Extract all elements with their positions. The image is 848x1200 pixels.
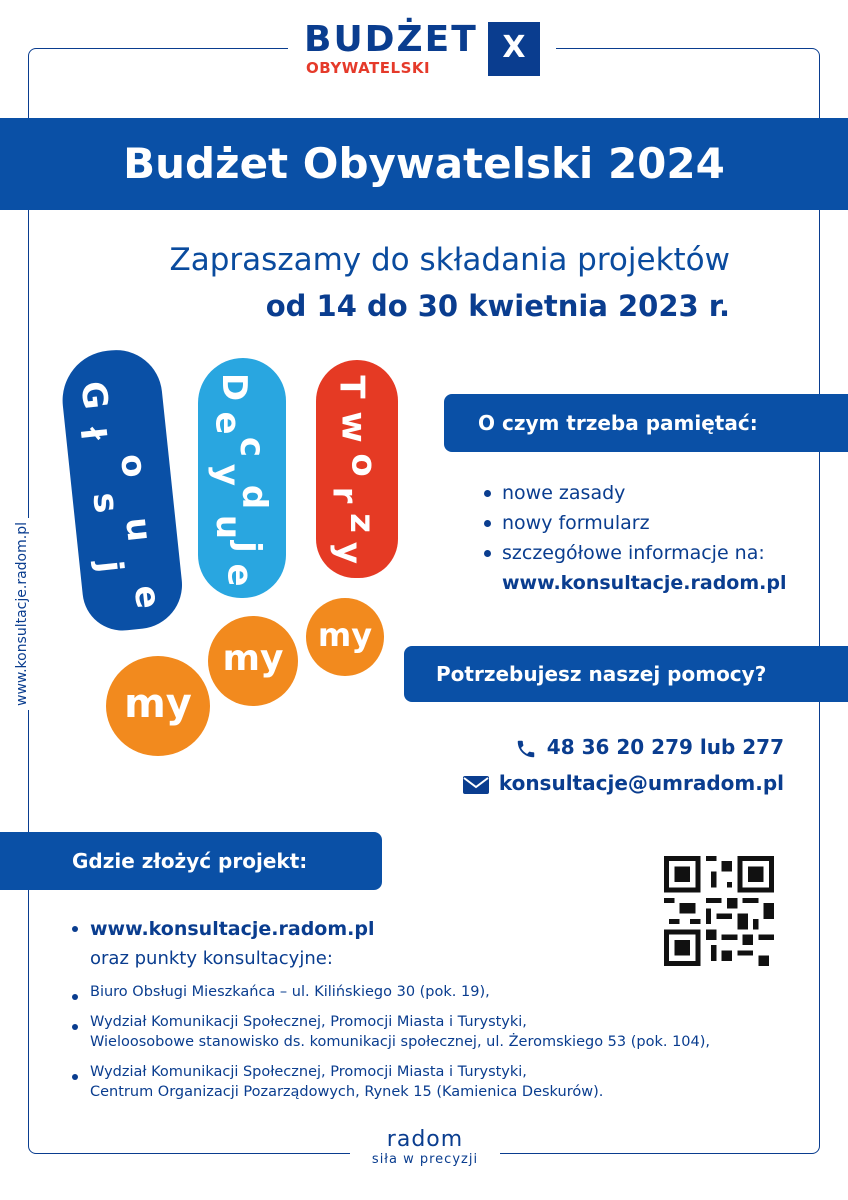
list-item: nowy formularz — [484, 508, 786, 538]
foot-letter: r — [324, 486, 365, 504]
phone-number[interactable]: 48 36 20 279 lub 277 — [546, 735, 784, 759]
foot-letter: e — [125, 583, 168, 611]
where-section — [72, 914, 374, 974]
foot-letter: o — [112, 451, 155, 480]
foot-letter: c — [232, 436, 273, 458]
logo-mark: X — [488, 22, 540, 76]
foot-letter: ł — [71, 425, 113, 443]
where-also: oraz punkty konsultacyjne: — [90, 948, 333, 969]
logo-word: BUDŻET — [304, 19, 478, 60]
foot-letter: D — [214, 372, 255, 402]
side-url: www.konsultacje.radom.pl — [14, 518, 30, 710]
my-circle: my — [106, 656, 210, 756]
email-line — [463, 768, 784, 798]
remember-header: O czym trzeba pamiętać: — [444, 394, 848, 452]
my-circle: my — [208, 616, 298, 706]
foot-letter: T — [331, 375, 372, 399]
list-item: Wydział Komunikacji Społecznej, Promocji Miasta i Turystyki, Wieloosobowe stanowisko ds. komunikacji społecznej, ul. Żeromskiego 53 (pok. 104), — [72, 1012, 710, 1052]
foot-letter: w — [333, 411, 374, 443]
help-header: Potrzebujesz naszej pomocy? — [404, 646, 848, 702]
city-name: radom — [386, 1127, 464, 1152]
foot-letter: z — [341, 513, 382, 533]
foot-decyduje — [198, 358, 286, 598]
city-logo — [360, 1128, 490, 1168]
list-item: nowe zasady — [484, 478, 786, 508]
foot-letter: u — [208, 514, 249, 540]
foot-letter: j — [89, 558, 131, 575]
foot-letter: e — [219, 563, 260, 587]
list-item: szczegółowe informacje na: — [484, 538, 786, 568]
phone-icon — [515, 738, 537, 760]
envelope-icon — [463, 776, 489, 794]
foot-letter: s — [84, 490, 127, 515]
phone-line — [515, 732, 784, 762]
email-address[interactable]: konsultacje@umradom.pl — [498, 771, 784, 795]
consult-points — [72, 982, 710, 1112]
side-url-strip — [14, 500, 44, 720]
foot-letter: y — [329, 541, 370, 565]
my-circle: my — [306, 598, 384, 676]
dates-text: od 14 do 30 kwietnia 2023 r. — [265, 289, 730, 323]
where-site-link[interactable]: www.konsultacje.radom.pl — [72, 914, 374, 944]
where-header: Gdzie złożyć projekt: — [0, 832, 382, 890]
list-item: Wydział Komunikacji Społecznej, Promocji Miasta i Turystyki, Centrum Organizacji Pozarządowych, Rynek 15 (Kamienica Deskurów). — [72, 1062, 710, 1102]
remember-list — [484, 478, 786, 598]
logo-subtitle: OBYWATELSKI — [306, 59, 431, 77]
foot-letter: y — [207, 463, 248, 487]
foot-letter: j — [227, 541, 268, 553]
list-item: Biuro Obsługi Mieszkańca – ul. Kilińskiego 30 (pok. 19), — [72, 982, 710, 1002]
foot-tworzy — [316, 360, 398, 578]
foot-letter: G — [72, 379, 116, 412]
invite-text: Zapraszamy do składania projektów — [169, 242, 730, 278]
page-title: Budżet Obywatelski 2024 — [123, 139, 725, 188]
qr-code[interactable] — [664, 856, 774, 966]
foot-letter: d — [234, 484, 275, 510]
foot-letter: o — [343, 453, 384, 477]
title-band — [0, 118, 848, 210]
foot-letter: e — [207, 411, 248, 435]
city-tagline: siła w precyzji — [371, 1152, 479, 1167]
remember-link[interactable]: www.konsultacje.radom.pl — [502, 572, 787, 594]
foot-letter: u — [117, 515, 160, 544]
